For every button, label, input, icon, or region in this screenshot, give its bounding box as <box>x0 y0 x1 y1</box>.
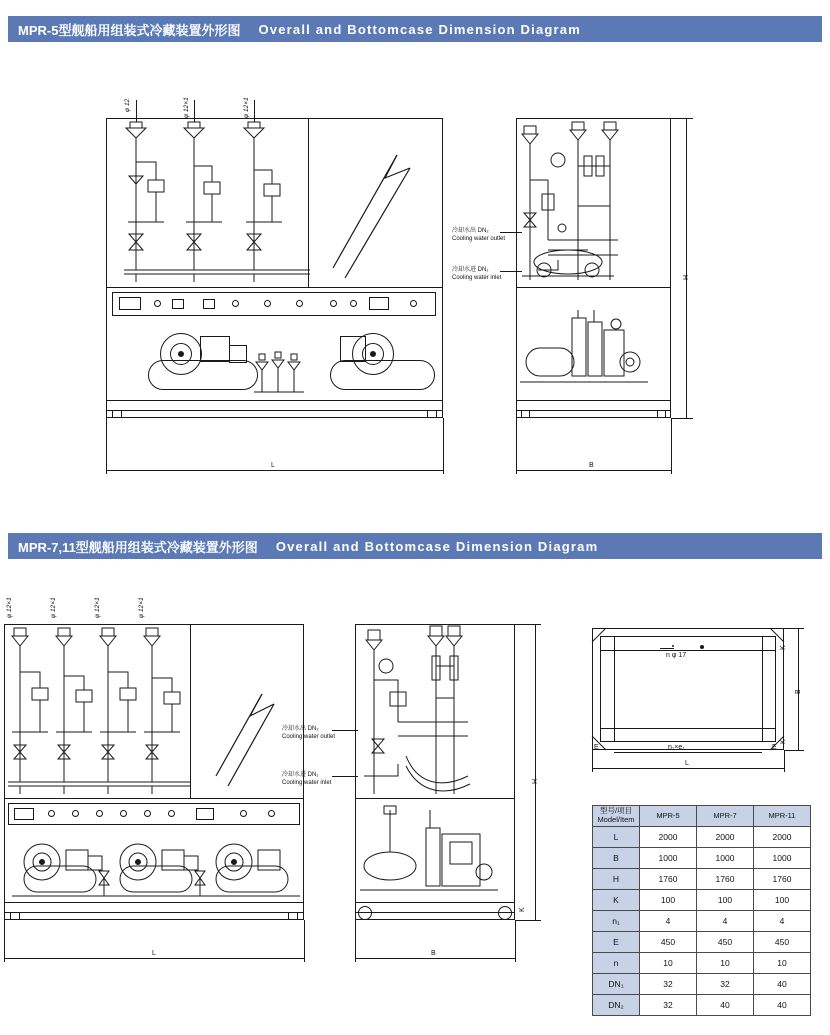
panel-knob-2-6 <box>168 810 175 817</box>
table-row <box>593 974 811 995</box>
cabinet-divider-horizontal <box>106 287 443 288</box>
panel-knob-7 <box>410 300 417 307</box>
side-foot-right <box>657 410 666 418</box>
compressor-bank-front-2 <box>8 838 304 906</box>
table-row <box>593 932 811 953</box>
cell-L-mpr11: 2000 <box>754 827 811 848</box>
bottomcase-corner-chamfers <box>592 628 784 750</box>
panel-gauge-window-2 <box>172 299 184 309</box>
flywheel-left-hub <box>178 351 184 357</box>
side-foot-left <box>521 410 530 418</box>
compressor-block-right <box>340 336 366 362</box>
table-header-model-item <box>593 806 640 827</box>
panel-knob-2-3 <box>96 810 103 817</box>
base-rail-top <box>106 400 443 401</box>
dim-label-L-2: L <box>152 950 156 957</box>
flywheel-right-hub <box>370 351 376 357</box>
pipe-label-1: φ 12 <box>124 98 131 112</box>
section-1-title-cn: MPR-5型舰船用组装式冷藏装置外形图 <box>18 22 241 38</box>
dim-line-L-bottomcase <box>592 768 784 769</box>
section-2-title-cn: MPR-7,11型舰船用组装式冷藏装置外形图 <box>18 539 258 555</box>
leader-2 <box>194 100 195 122</box>
table-row <box>593 995 811 1016</box>
dim-label-L-1: L <box>271 462 275 469</box>
dim-label-H-1: H <box>683 274 690 280</box>
cell-L-mpr7: 2000 <box>697 827 754 848</box>
row-item-L: L <box>593 827 640 848</box>
pipe-label-2-3: φ 12×1 <box>94 597 101 618</box>
cell-K-mpr5: 100 <box>640 890 697 911</box>
annotation-outlet-2-en: Cooling water outlet <box>282 733 336 740</box>
side-caster-left-2 <box>358 906 372 920</box>
annotation-outlet-2-cn: 冷却水出 DN₂ <box>282 726 319 732</box>
motor-left <box>229 345 247 363</box>
dim-ext-L-bc-left <box>592 750 593 772</box>
panel-gauge-window-3 <box>203 299 215 309</box>
compressor-block-left <box>200 336 230 362</box>
cell-H-mpr7: 1760 <box>697 869 754 890</box>
annotation-outlet-en: Cooling water outlet <box>452 235 506 242</box>
cell-B-mpr7: 1000 <box>697 848 754 869</box>
cell-n-mpr7: 10 <box>697 953 754 974</box>
dim-line-H-1 <box>686 118 687 418</box>
side-view-condenser-unit <box>518 240 670 290</box>
table-header-model-1: MPR-5 <box>640 806 697 827</box>
hole-note-leader <box>660 648 674 649</box>
table-header-model-3: MPR-11 <box>754 806 811 827</box>
side-base-rail-top <box>516 400 671 401</box>
break-line-symbol-1 <box>315 150 435 280</box>
table-header-row <box>593 806 811 827</box>
side-view-machine-room <box>518 300 670 400</box>
dim-ext-H-top-1 <box>671 118 693 119</box>
dim-ext-B-bc-top <box>784 628 804 629</box>
bolt-hole-1 <box>672 645 674 647</box>
dim-label-B-bottomcase: B <box>795 689 802 694</box>
table-header-model-item-cn: 型号/项目 <box>599 806 633 816</box>
panel-window-2-1 <box>14 808 34 820</box>
table-header-model-item-en: Model/Item <box>597 815 635 824</box>
dim-label-K-2: K <box>519 907 526 912</box>
panel-knob-2-8 <box>268 810 275 817</box>
annotation-inlet-2 <box>282 772 331 787</box>
dim-ext-L-bc-right <box>784 750 785 772</box>
dim-ext-H-bottom-2 <box>515 920 541 921</box>
cell-dn1-mpr7: 32 <box>697 974 754 995</box>
dim-ext-L-left-2 <box>4 920 5 962</box>
dim-ext-B-right-2 <box>515 920 516 962</box>
table-row <box>593 848 811 869</box>
dim-ext-L-left-1 <box>106 418 107 474</box>
piping-valve-tree-front <box>112 122 312 284</box>
panel-knob-2 <box>232 300 239 307</box>
cell-H-mpr11: 1760 <box>754 869 811 890</box>
cell-dn2-mpr5: 32 <box>640 995 697 1016</box>
dim-label-E-right: E <box>772 744 777 751</box>
cabinet-divider-horizontal-2 <box>4 798 304 799</box>
cell-B-mpr5: 1000 <box>640 848 697 869</box>
annotation-inlet <box>452 267 501 282</box>
side-view-machine-room-2 <box>358 800 514 904</box>
table-row <box>593 827 811 848</box>
cell-K-mpr7: 100 <box>697 890 754 911</box>
panel-knob-2-2 <box>72 810 79 817</box>
panel-gauge-window-1 <box>119 297 141 310</box>
panel-knob-1 <box>154 300 161 307</box>
dim-label-B-2: B <box>431 950 436 957</box>
table-row <box>593 890 811 911</box>
annotation-outlet-leader <box>500 232 522 233</box>
annotation-inlet-2-cn: 冷却水进 DN₁ <box>282 772 319 778</box>
row-item-n1: n₁ <box>593 911 640 932</box>
cell-E-mpr5: 450 <box>640 932 697 953</box>
section-2-title-bar <box>8 533 822 559</box>
side-divider-2 <box>355 798 515 799</box>
front-valve-cluster <box>258 352 318 398</box>
side-base-rail-bottom-2 <box>355 912 515 913</box>
dim-line-B-2 <box>355 958 515 959</box>
section-1-title-bar <box>8 16 822 42</box>
leader-3 <box>254 100 255 122</box>
dim-line-L-1 <box>106 470 443 471</box>
dim-ext-L-right-1 <box>443 418 444 474</box>
cell-n1-mpr11: 4 <box>754 911 811 932</box>
cell-n-mpr5: 10 <box>640 953 697 974</box>
cell-L-mpr5: 2000 <box>640 827 697 848</box>
table-row <box>593 953 811 974</box>
panel-window-2-2 <box>196 808 214 820</box>
cell-E-mpr11: 450 <box>754 932 811 953</box>
panel-knob-3 <box>264 300 271 307</box>
cell-H-mpr5: 1760 <box>640 869 697 890</box>
side-caster-right-2 <box>498 906 512 920</box>
dim-ext-B-bc-bottom <box>784 750 804 751</box>
row-item-E: E <box>593 932 640 953</box>
dim-ext-B-left-1 <box>516 418 517 474</box>
panel-knob-2-5 <box>144 810 151 817</box>
annotation-inlet-2-leader <box>332 776 358 777</box>
table-header-model-2: MPR-7 <box>697 806 754 827</box>
cell-E-mpr7: 450 <box>697 932 754 953</box>
dim-label-H-2: H <box>532 778 539 784</box>
dim-label-K-bc-bottom: K <box>780 739 787 744</box>
dim-line-H-2 <box>535 624 536 920</box>
dim-label-L-bottomcase: L <box>685 760 689 767</box>
annotation-outlet-2-leader <box>332 730 358 731</box>
side-base-rail-bottom <box>516 410 671 411</box>
base-rail-bottom <box>106 410 443 411</box>
dim-ext-B-left-2 <box>355 920 356 962</box>
specification-table <box>592 805 811 1016</box>
cell-B-mpr11: 1000 <box>754 848 811 869</box>
row-item-B: B <box>593 848 640 869</box>
dim-ext-H-bottom-1 <box>671 418 693 419</box>
dim-label-E-left: E <box>594 744 599 751</box>
panel-knob-4 <box>296 300 303 307</box>
panel-knob-2-1 <box>48 810 55 817</box>
dim-line-L-2 <box>4 958 304 959</box>
cell-dn1-mpr11: 40 <box>754 974 811 995</box>
base-foot-left <box>112 410 122 418</box>
panel-knob-6 <box>350 300 357 307</box>
base-foot-left-2 <box>10 912 20 920</box>
annotation-inlet-2-en: Cooling water inlet <box>282 779 332 786</box>
dim-label-B-1: B <box>589 462 594 469</box>
annotation-outlet-2 <box>282 726 335 741</box>
annotation-outlet-cn: 冷却水出 DN₂ <box>452 228 489 234</box>
cell-dn2-mpr7: 40 <box>697 995 754 1016</box>
pipe-label-2-2: φ 12×1 <box>50 597 57 618</box>
dim-ext-B-right-1 <box>671 418 672 474</box>
table-row <box>593 911 811 932</box>
dim-line-B-1 <box>516 470 671 471</box>
annotation-inlet-cn: 冷却水进 DN₁ <box>452 267 489 273</box>
dim-label-K-bc-top: K <box>780 645 787 650</box>
cell-dn1-mpr5: 32 <box>640 974 697 995</box>
section-1-title-en: Overall and Bottomcase Dimension Diagram <box>258 21 581 37</box>
piping-valve-tree-front-2 <box>4 628 192 796</box>
section-2-title-en: Overall and Bottomcase Dimension Diagram <box>275 538 599 554</box>
panel-gauge-window-4 <box>369 297 389 310</box>
table-row <box>593 869 811 890</box>
row-item-dn1: DN₁ <box>593 974 640 995</box>
base-foot-right <box>427 410 437 418</box>
row-item-n: n <box>593 953 640 974</box>
panel-knob-5 <box>330 300 337 307</box>
annotation-outlet <box>452 228 505 243</box>
pipe-label-2-1: φ 12×1 <box>6 597 13 618</box>
cell-K-mpr11: 100 <box>754 890 811 911</box>
row-item-K: K <box>593 890 640 911</box>
leader-1 <box>136 100 137 122</box>
dim-line-n1e1 <box>614 752 762 753</box>
pipe-label-2-4: φ 12×1 <box>138 597 145 618</box>
row-item-dn2: DN₂ <box>593 995 640 1016</box>
annotation-inlet-leader <box>500 271 522 272</box>
side-view-piping-2 <box>358 626 514 798</box>
cell-n-mpr11: 10 <box>754 953 811 974</box>
bolt-hole-2 <box>700 645 704 649</box>
pipe-label-3: φ 12×1 <box>243 97 250 118</box>
hole-note: n φ 17 <box>666 652 687 659</box>
dim-label-n1e1: n₁×e₁ <box>668 744 685 751</box>
dim-ext-L-right-2 <box>304 920 305 962</box>
pipe-label-2: φ 12×1 <box>183 97 190 118</box>
cell-n1-mpr7: 4 <box>697 911 754 932</box>
base-foot-right-2 <box>288 912 298 920</box>
row-item-H: H <box>593 869 640 890</box>
panel-knob-2-4 <box>120 810 127 817</box>
dim-ext-H-top-2 <box>515 624 541 625</box>
panel-knob-2-7 <box>240 810 247 817</box>
cell-dn2-mpr11: 40 <box>754 995 811 1016</box>
cell-n1-mpr5: 4 <box>640 911 697 932</box>
annotation-inlet-en: Cooling water inlet <box>452 274 502 281</box>
base-rail-bottom-2 <box>4 912 304 913</box>
